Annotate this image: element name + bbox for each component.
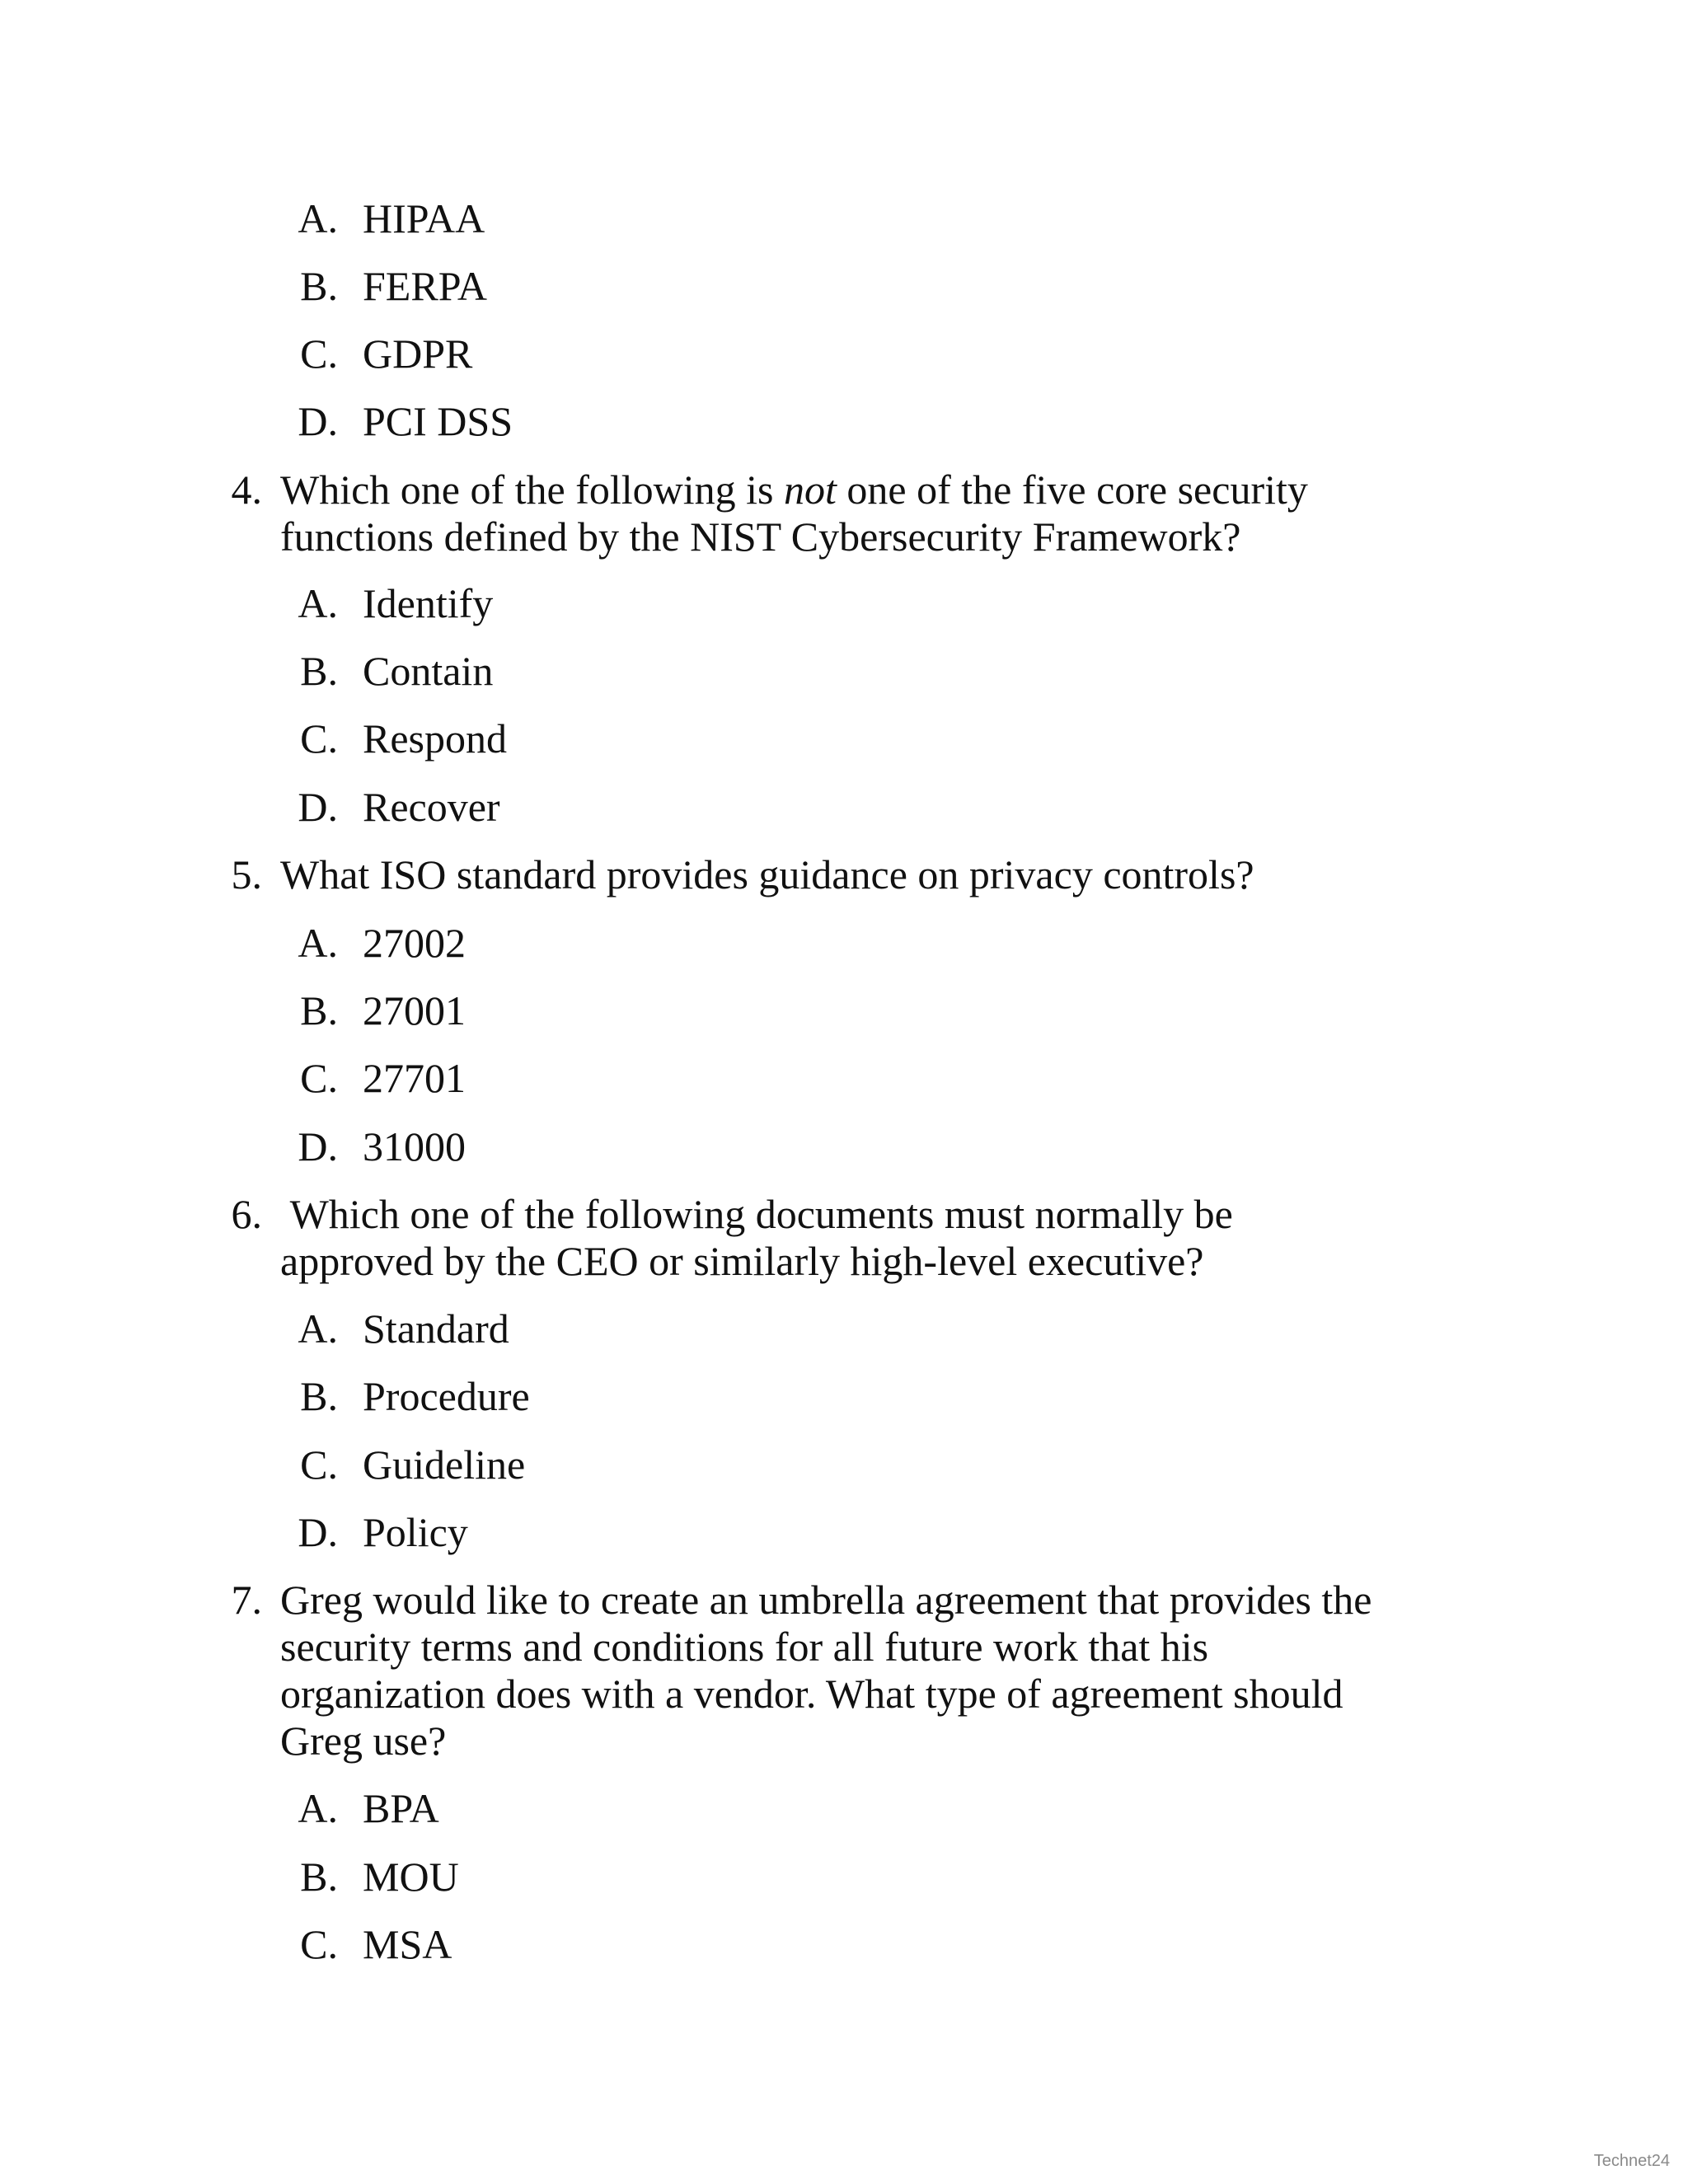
option-letter: B. — [300, 1854, 338, 1900]
q6-option-a — [298, 1305, 509, 1352]
option-text: HIPAA — [363, 195, 485, 241]
option-letter: A. — [298, 1785, 338, 1831]
question-text: one of the five core security — [836, 466, 1308, 513]
option-letter: B. — [300, 263, 338, 309]
question-4-line-2: functions defined by the NIST Cybersecurity Framework? — [280, 513, 1241, 560]
option-text: Guideline — [363, 1441, 526, 1488]
q5-option-b — [300, 987, 466, 1034]
option-letter: D. — [298, 1509, 338, 1555]
q7-option-b — [300, 1853, 459, 1900]
option-text: MSA — [363, 1921, 452, 1967]
option-letter: A. — [298, 580, 338, 626]
option-letter: C. — [300, 330, 338, 377]
q4-option-b — [300, 647, 494, 695]
question-7-line-2: security terms and conditions for all future work that his — [280, 1624, 1209, 1670]
q5-option-c — [300, 1054, 466, 1102]
question-number: 6. — [231, 1191, 262, 1237]
option-letter: C. — [300, 1441, 338, 1488]
question-text: What ISO standard provides guidance on privacy controls? — [280, 851, 1254, 898]
option-letter: C. — [300, 1055, 338, 1101]
q4-option-c — [300, 715, 507, 762]
option-text: Recover — [363, 784, 500, 830]
option-text: 27002 — [363, 920, 466, 966]
option-letter: A. — [298, 195, 338, 241]
question-emphasis: not — [784, 466, 837, 513]
option-letter: D. — [298, 784, 338, 830]
q7-option-c — [300, 1920, 452, 1968]
q3-option-d — [298, 397, 513, 445]
question-7-line-3: organization does with a vendor. What type of agreement should — [280, 1671, 1343, 1717]
option-letter: B. — [300, 648, 338, 694]
q6-option-b — [300, 1372, 530, 1420]
option-text: BPA — [363, 1785, 439, 1831]
q5-option-d — [298, 1122, 466, 1170]
question-6-line-2: approved by the CEO or similarly high-level executive? — [280, 1238, 1204, 1284]
question-text: Which one of the following is — [280, 466, 784, 513]
option-letter: B. — [300, 987, 338, 1033]
option-letter: A. — [298, 920, 338, 966]
question-number: 7. — [231, 1577, 262, 1623]
option-letter: B. — [300, 1373, 338, 1419]
option-letter: D. — [298, 398, 338, 444]
option-text: MOU — [363, 1854, 459, 1900]
question-text: Greg would like to create an umbrella agreement that provides the — [280, 1577, 1372, 1623]
option-letter: C. — [300, 1921, 338, 1967]
q6-option-d — [298, 1508, 468, 1556]
q5-option-a — [298, 919, 466, 967]
option-text: FERPA — [363, 263, 488, 309]
option-text: 27701 — [363, 1055, 466, 1101]
option-text: Identify — [363, 580, 494, 626]
q3-option-c — [300, 330, 473, 377]
q7-option-a — [298, 1784, 439, 1832]
option-text: PCI DSS — [363, 398, 513, 444]
q3-option-a — [298, 194, 485, 242]
option-letter: D. — [298, 1123, 338, 1169]
option-text: GDPR — [363, 330, 473, 377]
q6-option-c — [300, 1441, 526, 1488]
option-text: 31000 — [363, 1123, 466, 1169]
question-6 — [231, 1190, 1233, 1238]
question-4 — [231, 466, 1308, 513]
q4-option-d — [298, 783, 500, 831]
option-text: Standard — [363, 1305, 509, 1352]
question-5 — [231, 851, 1254, 898]
option-text: Respond — [363, 715, 507, 762]
question-number: 5. — [231, 851, 262, 898]
q3-option-b — [300, 262, 488, 310]
option-text: Contain — [363, 648, 494, 694]
option-text: 27001 — [363, 987, 466, 1033]
option-text: Procedure — [363, 1373, 530, 1419]
option-letter: A. — [298, 1305, 338, 1352]
question-text: Which one of the following documents must normally be — [280, 1191, 1233, 1237]
watermark-label: Technet24 — [1593, 2152, 1670, 2170]
question-number: 4. — [231, 466, 262, 513]
option-text: Policy — [363, 1509, 468, 1555]
question-7 — [231, 1576, 1372, 1624]
option-letter: C. — [300, 715, 338, 762]
q4-option-a — [298, 579, 494, 627]
question-7-line-4: Greg use? — [280, 1718, 447, 1764]
